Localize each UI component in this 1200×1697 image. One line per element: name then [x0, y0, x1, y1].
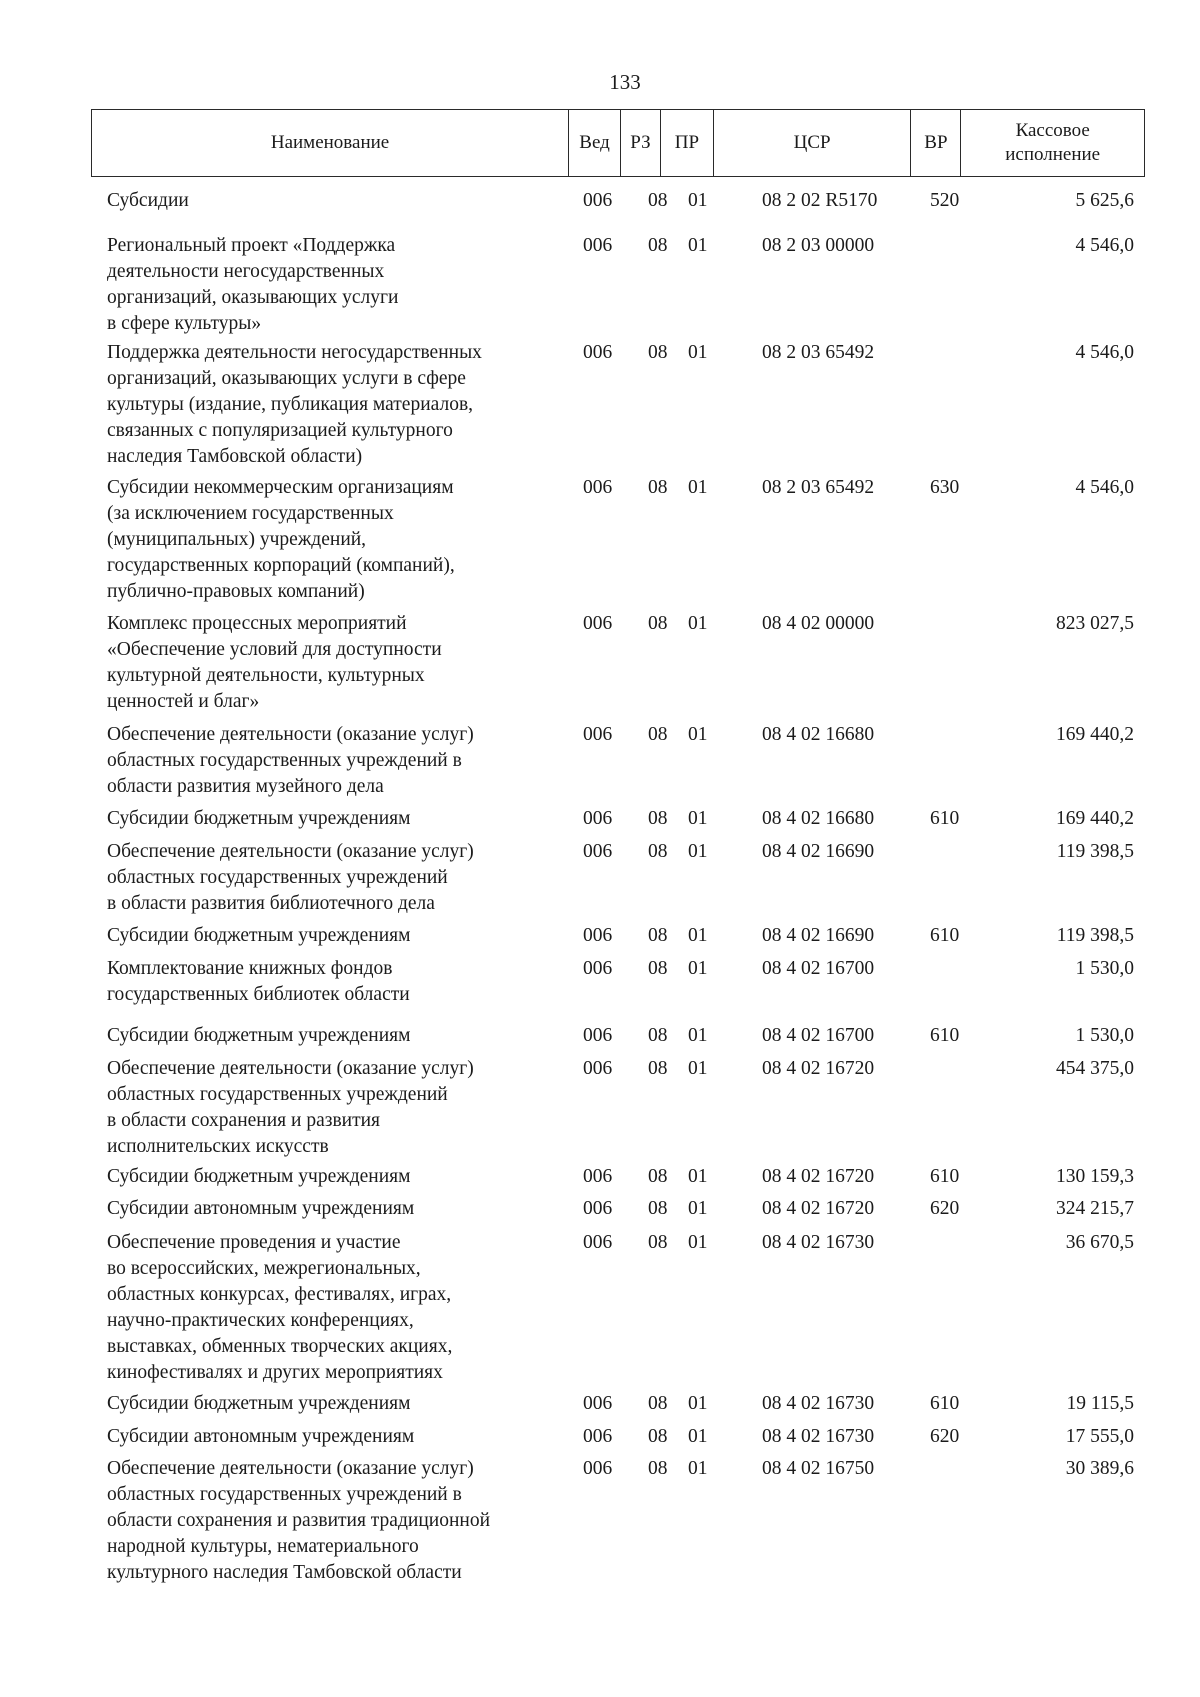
row-csr: 08 2 02 R5170	[762, 190, 878, 211]
row-sum: 119 398,5	[1056, 925, 1134, 946]
row-name: Комплектование книжных фондов государственных библиотек области	[107, 958, 410, 1005]
row-csr: 08 4 02 16730	[762, 1232, 875, 1253]
row-csr: 08 4 02 16750	[762, 1458, 875, 1479]
row-ved: 006	[583, 1458, 613, 1479]
row-ved: 006	[583, 1166, 613, 1187]
row-csr: 08 4 02 16720	[762, 1198, 875, 1219]
row-csr: 08 4 02 16700	[762, 958, 875, 979]
row-sum: 119 398,5	[1056, 841, 1134, 862]
row-csr: 08 2 03 00000	[762, 235, 875, 256]
row-rz: 08	[648, 1058, 668, 1079]
row-rz: 08	[648, 724, 668, 745]
row-ved: 006	[583, 841, 613, 862]
row-vr: 610	[930, 1025, 960, 1046]
row-name: Обеспечение деятельности (оказание услуг) областных государственных учреждений в области развития библиотечного дела	[107, 841, 474, 914]
table-row	[0, 1196, 1200, 1219]
row-ved: 006	[583, 477, 613, 498]
row-sum: 169 440,2	[1056, 808, 1134, 829]
row-sum: 823 027,5	[1056, 613, 1134, 634]
row-pr: 01	[688, 190, 708, 211]
table-row	[0, 1391, 1200, 1414]
header-name: Наименование	[92, 110, 569, 176]
table-row	[0, 340, 1200, 467]
row-pr: 01	[688, 1458, 708, 1479]
row-csr: 08 4 02 16690	[762, 925, 875, 946]
row-sum: 1 530,0	[1075, 1025, 1134, 1046]
row-csr: 08 4 02 16680	[762, 724, 875, 745]
row-csr: 08 4 02 16720	[762, 1058, 875, 1079]
row-sum: 5 625,6	[1075, 190, 1134, 211]
row-name: Субсидии автономным учреждениям	[107, 1198, 415, 1219]
row-ved: 006	[583, 1426, 613, 1447]
row-rz: 08	[648, 808, 668, 829]
row-ved: 006	[583, 235, 613, 256]
row-ved: 006	[583, 958, 613, 979]
row-rz: 08	[648, 235, 668, 256]
row-ved: 006	[583, 342, 613, 363]
row-pr: 01	[688, 841, 708, 862]
row-sum: 17 555,0	[1065, 1426, 1134, 1447]
row-pr: 01	[688, 477, 708, 498]
row-sum: 30 389,6	[1065, 1458, 1134, 1479]
row-pr: 01	[688, 1426, 708, 1447]
row-pr: 01	[688, 1198, 708, 1219]
row-name: Субсидии бюджетным учреждениям	[107, 1025, 411, 1046]
row-csr: 08 4 02 16680	[762, 808, 875, 829]
row-ved: 006	[583, 808, 613, 829]
row-rz: 08	[648, 841, 668, 862]
row-name: Субсидии некоммерческим организациям (за исключением государственных (муниципальных) учреждений, государственных корпораций (компаний), публично-правовых компаний)	[107, 477, 455, 602]
row-sum: 130 159,3	[1056, 1166, 1134, 1187]
row-vr: 610	[930, 1166, 960, 1187]
header-sum: Кассовое исполнение	[1005, 120, 1101, 165]
page-number: 133	[609, 70, 641, 94]
row-csr: 08 2 03 65492	[762, 342, 875, 363]
row-ved: 006	[583, 724, 613, 745]
row-sum: 4 546,0	[1075, 342, 1134, 363]
header-vr: ВР	[911, 110, 961, 176]
row-csr: 08 2 03 65492	[762, 477, 875, 498]
table-row	[0, 611, 1200, 712]
row-sum: 36 670,5	[1065, 1232, 1134, 1253]
row-name: Субсидии бюджетным учреждениям	[107, 1166, 411, 1187]
row-csr: 08 4 02 16700	[762, 1025, 875, 1046]
row-sum: 169 440,2	[1056, 724, 1134, 745]
row-rz: 08	[648, 958, 668, 979]
row-rz: 08	[648, 342, 668, 363]
row-pr: 01	[688, 1393, 708, 1414]
row-vr: 610	[930, 925, 960, 946]
row-rz: 08	[648, 190, 668, 211]
row-sum: 19 115,5	[1066, 1393, 1134, 1414]
row-name: Субсидии бюджетным учреждениям	[107, 1393, 411, 1414]
row-vr: 520	[930, 190, 960, 211]
row-name: Обеспечение проведения и участие во всероссийских, межрегиональных, областных конкурсах, фестивалях, играх, научно-практических конференциях, выставках, обменных творческих акциях, кинофестивалях и других мероприятиях	[107, 1232, 453, 1383]
row-rz: 08	[648, 925, 668, 946]
row-rz: 08	[648, 613, 668, 634]
table-row	[0, 806, 1200, 829]
row-ved: 006	[583, 1198, 613, 1219]
table-row	[0, 1424, 1200, 1447]
row-vr: 610	[930, 1393, 960, 1414]
header-rz: РЗ	[621, 110, 661, 176]
row-ved: 006	[583, 1058, 613, 1079]
row-name: Региональный проект «Поддержка деятельности негосударственных организаций, оказывающих услуги в сфере культуры»	[107, 235, 399, 334]
row-sum: 4 546,0	[1075, 477, 1134, 498]
table-row	[0, 1164, 1200, 1187]
table-row	[0, 956, 1200, 1005]
table-row	[0, 1456, 1200, 1583]
row-rz: 08	[648, 477, 668, 498]
row-pr: 01	[688, 1025, 708, 1046]
row-ved: 006	[583, 1393, 613, 1414]
row-pr: 01	[688, 958, 708, 979]
row-name: Комплекс процессных мероприятий «Обеспечение условий для доступности культурной деятельности, культурных ценностей и благ»	[107, 613, 442, 712]
row-pr: 01	[688, 808, 708, 829]
row-rz: 08	[648, 1232, 668, 1253]
row-rz: 08	[648, 1426, 668, 1447]
table-row	[0, 233, 1200, 334]
row-rz: 08	[648, 1025, 668, 1046]
row-name: Субсидии бюджетным учреждениям	[107, 808, 411, 829]
row-name: Обеспечение деятельности (оказание услуг) областных государственных учреждений в области сохранения и развития исполнительских искусств	[107, 1058, 474, 1157]
table-row	[0, 1056, 1200, 1157]
table-row	[0, 923, 1200, 946]
row-sum: 324 215,7	[1056, 1198, 1134, 1219]
row-csr: 08 4 02 16690	[762, 841, 875, 862]
row-csr: 08 4 02 16730	[762, 1426, 875, 1447]
row-pr: 01	[688, 925, 708, 946]
table-row	[0, 475, 1200, 602]
header-pr: ПР	[661, 110, 714, 176]
row-pr: 01	[688, 1232, 708, 1253]
table-row	[0, 1023, 1200, 1046]
row-ved: 006	[583, 925, 613, 946]
row-name: Субсидии	[107, 190, 189, 211]
row-ved: 006	[583, 1232, 613, 1253]
row-pr: 01	[688, 613, 708, 634]
row-rz: 08	[648, 1198, 668, 1219]
row-pr: 01	[688, 235, 708, 256]
row-sum: 454 375,0	[1056, 1058, 1134, 1079]
row-rz: 08	[648, 1166, 668, 1187]
row-csr: 08 4 02 16720	[762, 1166, 875, 1187]
row-pr: 01	[688, 1058, 708, 1079]
header-ved: Вед	[569, 110, 621, 176]
row-csr: 08 4 02 16730	[762, 1393, 875, 1414]
row-name: Субсидии автономным учреждениям	[107, 1426, 415, 1447]
table-row	[0, 1230, 1200, 1383]
row-name: Субсидии бюджетным учреждениям	[107, 925, 411, 946]
table-row	[0, 722, 1200, 797]
row-vr: 610	[930, 808, 960, 829]
row-vr: 620	[930, 1198, 960, 1219]
row-name: Поддержка деятельности негосударственных организаций, оказывающих услуги в сфере культуры (издание, публикация материалов, связанных с популяризацией культурного наследия Тамбовской области)	[107, 342, 482, 467]
row-ved: 006	[583, 613, 613, 634]
row-sum: 4 546,0	[1075, 235, 1134, 256]
row-rz: 08	[648, 1458, 668, 1479]
row-pr: 01	[688, 724, 708, 745]
header-csr: ЦСР	[714, 110, 912, 176]
row-vr: 630	[930, 477, 960, 498]
row-ved: 006	[583, 1025, 613, 1046]
row-ved: 006	[583, 190, 613, 211]
row-rz: 08	[648, 1393, 668, 1414]
row-pr: 01	[688, 342, 708, 363]
row-sum: 1 530,0	[1075, 958, 1134, 979]
row-vr: 620	[930, 1426, 960, 1447]
row-csr: 08 4 02 00000	[762, 613, 875, 634]
row-pr: 01	[688, 1166, 708, 1187]
row-name: Обеспечение деятельности (оказание услуг) областных государственных учреждений в области сохранения и развития традиционной народной культуры, нематериального культурного наследия Тамбовской области	[107, 1458, 491, 1583]
table-row	[0, 188, 1200, 211]
table-row	[0, 839, 1200, 914]
row-name: Обеспечение деятельности (оказание услуг) областных государственных учреждений в области развития музейного дела	[107, 724, 474, 797]
